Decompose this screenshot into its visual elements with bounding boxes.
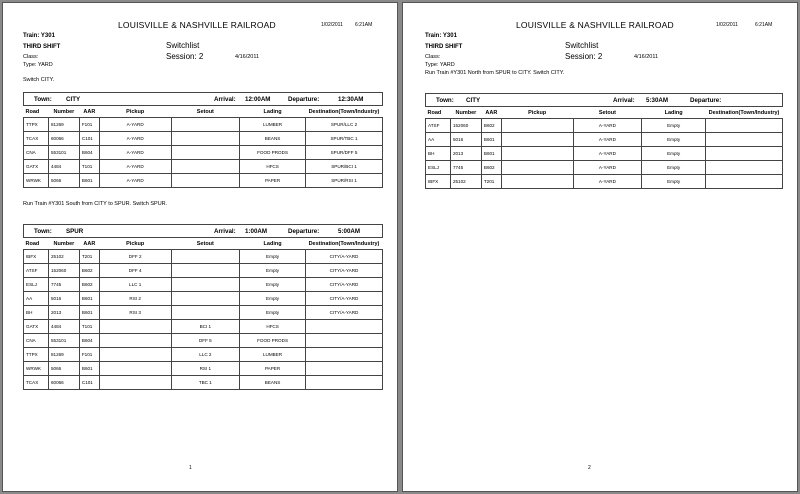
- column-header-row: [24, 107, 383, 118]
- cell-lading: Empty: [240, 292, 306, 306]
- session-label: Session: 2: [565, 52, 603, 61]
- cell-destination: [305, 334, 382, 348]
- cell-number: 60066: [48, 132, 79, 146]
- table-row: [24, 174, 383, 188]
- cell-road: ATSF: [24, 264, 49, 278]
- cell-lading: Empty: [642, 175, 706, 189]
- column-header-aar: AAR: [485, 110, 498, 116]
- session-date: 4/16/2011: [634, 54, 659, 60]
- cell-aar: B604: [79, 146, 99, 160]
- cell-pickup: A-YARD: [99, 118, 171, 132]
- cell-destination: CITY/A-YARD: [305, 250, 382, 264]
- cell-pickup: [501, 133, 573, 147]
- column-header-pickup: Pickup: [126, 241, 145, 247]
- cell-destination: [705, 133, 782, 147]
- shift-name: THIRD SHIFT: [425, 44, 463, 50]
- arrival-label: Arrival:: [214, 96, 236, 103]
- cell-setout: [171, 306, 240, 320]
- cell-lading: Empty: [642, 147, 706, 161]
- cell-setout: BCI 1: [171, 320, 240, 334]
- cell-number: 5016: [48, 292, 79, 306]
- table-row: [24, 278, 383, 292]
- cell-lading: HFCS: [240, 320, 306, 334]
- cell-lading: LUMBER: [240, 348, 306, 362]
- cell-setout: [171, 264, 240, 278]
- cell-lading: Empty: [642, 119, 706, 133]
- town-name: SPUR: [66, 228, 84, 235]
- table-row: [24, 160, 383, 174]
- table-row: [24, 146, 383, 160]
- town-header: [23, 92, 383, 106]
- cell-destination: [705, 175, 782, 189]
- cell-road: AA: [24, 292, 49, 306]
- cell-number: 25102: [48, 250, 79, 264]
- cell-lading: Empty: [642, 161, 706, 175]
- cell-number: 7745: [48, 278, 79, 292]
- session-date: 4/16/2011: [235, 54, 260, 60]
- cell-pickup: RSI 2: [99, 292, 171, 306]
- cell-destination: [705, 161, 782, 175]
- cell-lading: PAPER: [240, 362, 306, 376]
- section-instruction: Run Train #Y301 South from CITY to SPUR. Switch SPUR.: [23, 201, 168, 207]
- cell-pickup: RSI 3: [99, 306, 171, 320]
- cell-road: ESLJ: [426, 161, 451, 175]
- arrival-time: 12:00AM: [245, 96, 271, 103]
- cell-lading: Empty: [240, 306, 306, 320]
- cell-setout: [171, 118, 240, 132]
- switchlist-label: Switchlist: [166, 41, 200, 50]
- town-name: CITY: [66, 96, 81, 103]
- cell-pickup: A-YARD: [99, 160, 171, 174]
- cell-setout: [171, 146, 240, 160]
- table-row: [24, 118, 383, 132]
- column-header-aar: AAR: [83, 241, 96, 247]
- cell-lading: BEANS: [240, 376, 306, 390]
- cell-aar: B602: [79, 264, 99, 278]
- cell-pickup: A-YARD: [99, 146, 171, 160]
- cell-aar: B602: [481, 119, 501, 133]
- table-row: [24, 334, 383, 348]
- cell-road: WRWK: [24, 362, 49, 376]
- cell-destination: [705, 147, 782, 161]
- print-date: 1/02/2011: [716, 22, 738, 28]
- column-header-pickup: Pickup: [126, 109, 145, 115]
- cell-setout: TBC 1: [171, 376, 240, 390]
- cell-lading: PAPER: [240, 174, 306, 188]
- cell-aar: F101: [79, 118, 99, 132]
- cell-road: TTPX: [24, 118, 49, 132]
- cell-number: 4484: [48, 320, 79, 334]
- column-header-number: Number: [455, 110, 477, 116]
- cell-number: 152060: [48, 264, 79, 278]
- cell-road: BH: [426, 147, 451, 161]
- cell-setout: DFF 5: [171, 334, 240, 348]
- departure-label: Departure:: [288, 228, 320, 235]
- column-header-destination: Destination(Town/Industry): [308, 109, 380, 115]
- cell-setout: LLC 2: [171, 348, 240, 362]
- cell-number: 7745: [450, 161, 481, 175]
- cell-pickup: [99, 334, 171, 348]
- cell-destination: [705, 119, 782, 133]
- cell-destination: SPUR/LLC 2: [305, 118, 382, 132]
- railroad-title: LOUISVILLE & NASHVILLE RAILROAD: [516, 20, 674, 30]
- cell-aar: F101: [79, 348, 99, 362]
- cell-destination: SPUR/DFF 5: [305, 146, 382, 160]
- cell-pickup: LLC 1: [99, 278, 171, 292]
- session-label: Session: 2: [166, 52, 204, 61]
- cell-pickup: [99, 320, 171, 334]
- cell-road: AA: [426, 133, 451, 147]
- cell-pickup: A-YARD: [99, 132, 171, 146]
- cell-aar: B601: [79, 292, 99, 306]
- column-header-destination: Destination(Town/Industry): [308, 241, 380, 247]
- cell-road: CNA: [24, 334, 49, 348]
- column-header-aar: AAR: [83, 109, 96, 115]
- cell-lading: HFCS: [240, 160, 306, 174]
- cell-setout: A-YARD: [573, 147, 642, 161]
- table-row: [426, 175, 783, 189]
- column-header-pickup: Pickup: [528, 110, 547, 116]
- cell-aar: B601: [481, 133, 501, 147]
- report-page-1: [2, 2, 398, 492]
- cell-aar: T101: [79, 160, 99, 174]
- column-header-row: [24, 239, 383, 250]
- town-header: [23, 224, 383, 238]
- cell-number: 2013: [450, 147, 481, 161]
- section-instruction: Switch CITY.: [23, 77, 55, 83]
- cell-lading: FOOD PRODS: [240, 334, 306, 348]
- column-header-road: Road: [25, 109, 40, 115]
- cell-setout: [171, 292, 240, 306]
- town-header: [425, 93, 783, 107]
- cell-road: TTPX: [24, 348, 49, 362]
- train-type: Type: YARD: [23, 62, 53, 68]
- cell-aar: B604: [79, 334, 99, 348]
- column-header-setout: Setout: [196, 241, 214, 247]
- cell-road: TCAX: [24, 132, 49, 146]
- train-type: Type: YARD: [425, 62, 455, 68]
- cell-aar: C101: [79, 376, 99, 390]
- column-header-road: Road: [427, 110, 442, 116]
- table-row: [426, 133, 783, 147]
- cell-setout: A-YARD: [573, 133, 642, 147]
- table-row: [24, 348, 383, 362]
- cell-aar: T101: [79, 320, 99, 334]
- arrival-label: Arrival:: [613, 97, 635, 104]
- cell-number: 2013: [48, 306, 79, 320]
- cell-setout: [171, 174, 240, 188]
- cell-setout: [171, 250, 240, 264]
- cell-aar: B602: [481, 161, 501, 175]
- section-instruction: Run Train #Y301 North from SPUR to CITY. Switch CITY.: [425, 70, 565, 76]
- page-number: 1: [189, 465, 192, 471]
- switchlist-table: [23, 239, 383, 390]
- town-label: Town:: [436, 97, 454, 104]
- cell-destination: [305, 362, 382, 376]
- cell-aar: B601: [79, 362, 99, 376]
- cell-number: 81269: [48, 118, 79, 132]
- cell-road: IBFX: [24, 250, 49, 264]
- column-header-lading: Lading: [263, 109, 282, 115]
- cell-number: 5066: [48, 174, 79, 188]
- column-header-road: Road: [25, 241, 40, 247]
- cell-lading: Empty: [240, 250, 306, 264]
- cell-lading: Empty: [240, 264, 306, 278]
- column-header-setout: Setout: [598, 110, 616, 116]
- report-page-2: [402, 2, 798, 492]
- cell-aar: B601: [481, 147, 501, 161]
- departure-time: 5:00AM: [338, 228, 361, 235]
- cell-number: 553101: [48, 334, 79, 348]
- column-header-number: Number: [53, 241, 75, 247]
- print-time: 6:21AM: [355, 22, 373, 28]
- table-row: [24, 292, 383, 306]
- cell-pickup: [99, 362, 171, 376]
- cell-road: GATX: [24, 320, 49, 334]
- cell-number: 5066: [48, 362, 79, 376]
- cell-lading: BEANS: [240, 132, 306, 146]
- shift-name: THIRD SHIFT: [23, 44, 61, 50]
- cell-pickup: [501, 161, 573, 175]
- cell-road: CNA: [24, 146, 49, 160]
- arrival-label: Arrival:: [214, 228, 236, 235]
- table-row: [426, 161, 783, 175]
- table-row: [24, 376, 383, 390]
- table-row: [426, 119, 783, 133]
- cell-pickup: [501, 119, 573, 133]
- column-header-row: [426, 108, 783, 119]
- cell-number: 81269: [48, 348, 79, 362]
- page-number: 2: [588, 465, 591, 471]
- table-row: [24, 250, 383, 264]
- train-name: Train: Y301: [23, 33, 55, 39]
- switchlist-table: [425, 108, 783, 189]
- table-row: [24, 320, 383, 334]
- train-class: Class:: [23, 54, 39, 60]
- railroad-title: LOUISVILLE & NASHVILLE RAILROAD: [118, 20, 276, 30]
- cell-setout: [171, 160, 240, 174]
- cell-number: 25102: [450, 175, 481, 189]
- town-label: Town:: [34, 96, 52, 103]
- cell-setout: RSI 1: [171, 362, 240, 376]
- table-row: [426, 147, 783, 161]
- cell-aar: T201: [79, 250, 99, 264]
- column-header-number: Number: [53, 109, 75, 115]
- cell-setout: A-YARD: [573, 161, 642, 175]
- town-label: Town:: [34, 228, 52, 235]
- cell-lading: Empty: [642, 133, 706, 147]
- cell-number: 4484: [48, 160, 79, 174]
- column-header-setout: Setout: [196, 109, 214, 115]
- cell-aar: T201: [481, 175, 501, 189]
- cell-pickup: [501, 175, 573, 189]
- cell-road: TCAX: [24, 376, 49, 390]
- cell-destination: [305, 376, 382, 390]
- table-row: [24, 362, 383, 376]
- cell-setout: A-YARD: [573, 119, 642, 133]
- cell-lading: LUMBER: [240, 118, 306, 132]
- cell-number: 5016: [450, 133, 481, 147]
- cell-destination: CITY/A-YARD: [305, 306, 382, 320]
- table-row: [24, 306, 383, 320]
- switchlist-label: Switchlist: [565, 41, 599, 50]
- cell-aar: B601: [79, 306, 99, 320]
- cell-destination: SPUR/RSI 1: [305, 174, 382, 188]
- cell-aar: B601: [79, 174, 99, 188]
- arrival-time: 5:30AM: [646, 97, 669, 104]
- column-header-lading: Lading: [263, 241, 282, 247]
- cell-destination: CITY/A-YARD: [305, 292, 382, 306]
- cell-destination: CITY/A-YARD: [305, 264, 382, 278]
- cell-lading: Empty: [240, 278, 306, 292]
- cell-road: ESLJ: [24, 278, 49, 292]
- cell-road: BH: [24, 306, 49, 320]
- cell-pickup: DFF 4: [99, 264, 171, 278]
- print-date: 1/02/2011: [321, 22, 343, 28]
- cell-pickup: [501, 147, 573, 161]
- cell-destination: SPUR/TBC 1: [305, 132, 382, 146]
- arrival-time: 1:00AM: [245, 228, 268, 235]
- cell-road: IBFX: [426, 175, 451, 189]
- cell-destination: [305, 348, 382, 362]
- cell-pickup: [99, 348, 171, 362]
- cell-destination: SPUR/BCI 1: [305, 160, 382, 174]
- cell-pickup: DFF 2: [99, 250, 171, 264]
- cell-road: GATX: [24, 160, 49, 174]
- table-row: [24, 264, 383, 278]
- cell-setout: A-YARD: [573, 175, 642, 189]
- train-name: Train: Y301: [425, 33, 457, 39]
- cell-setout: [171, 132, 240, 146]
- column-header-lading: Lading: [664, 110, 683, 116]
- cell-number: 60066: [48, 376, 79, 390]
- cell-aar: B602: [79, 278, 99, 292]
- departure-time: 12:30AM: [338, 96, 364, 103]
- departure-label: Departure:: [288, 96, 320, 103]
- cell-road: ATSF: [426, 119, 451, 133]
- cell-destination: [305, 320, 382, 334]
- cell-road: WRWK: [24, 174, 49, 188]
- cell-aar: C101: [79, 132, 99, 146]
- cell-destination: CITY/A-YARD: [305, 278, 382, 292]
- departure-label: Departure:: [690, 97, 722, 104]
- print-time: 6:21AM: [755, 22, 773, 28]
- cell-pickup: [99, 376, 171, 390]
- train-class: Class:: [425, 54, 441, 60]
- table-row: [24, 132, 383, 146]
- column-header-destination: Destination(Town/Industry): [708, 110, 780, 116]
- switchlist-table: [23, 107, 383, 188]
- town-name: CITY: [466, 97, 481, 104]
- cell-pickup: A-YARD: [99, 174, 171, 188]
- cell-number: 152060: [450, 119, 481, 133]
- cell-number: 553101: [48, 146, 79, 160]
- cell-setout: [171, 278, 240, 292]
- cell-lading: FOOD PRODS: [240, 146, 306, 160]
